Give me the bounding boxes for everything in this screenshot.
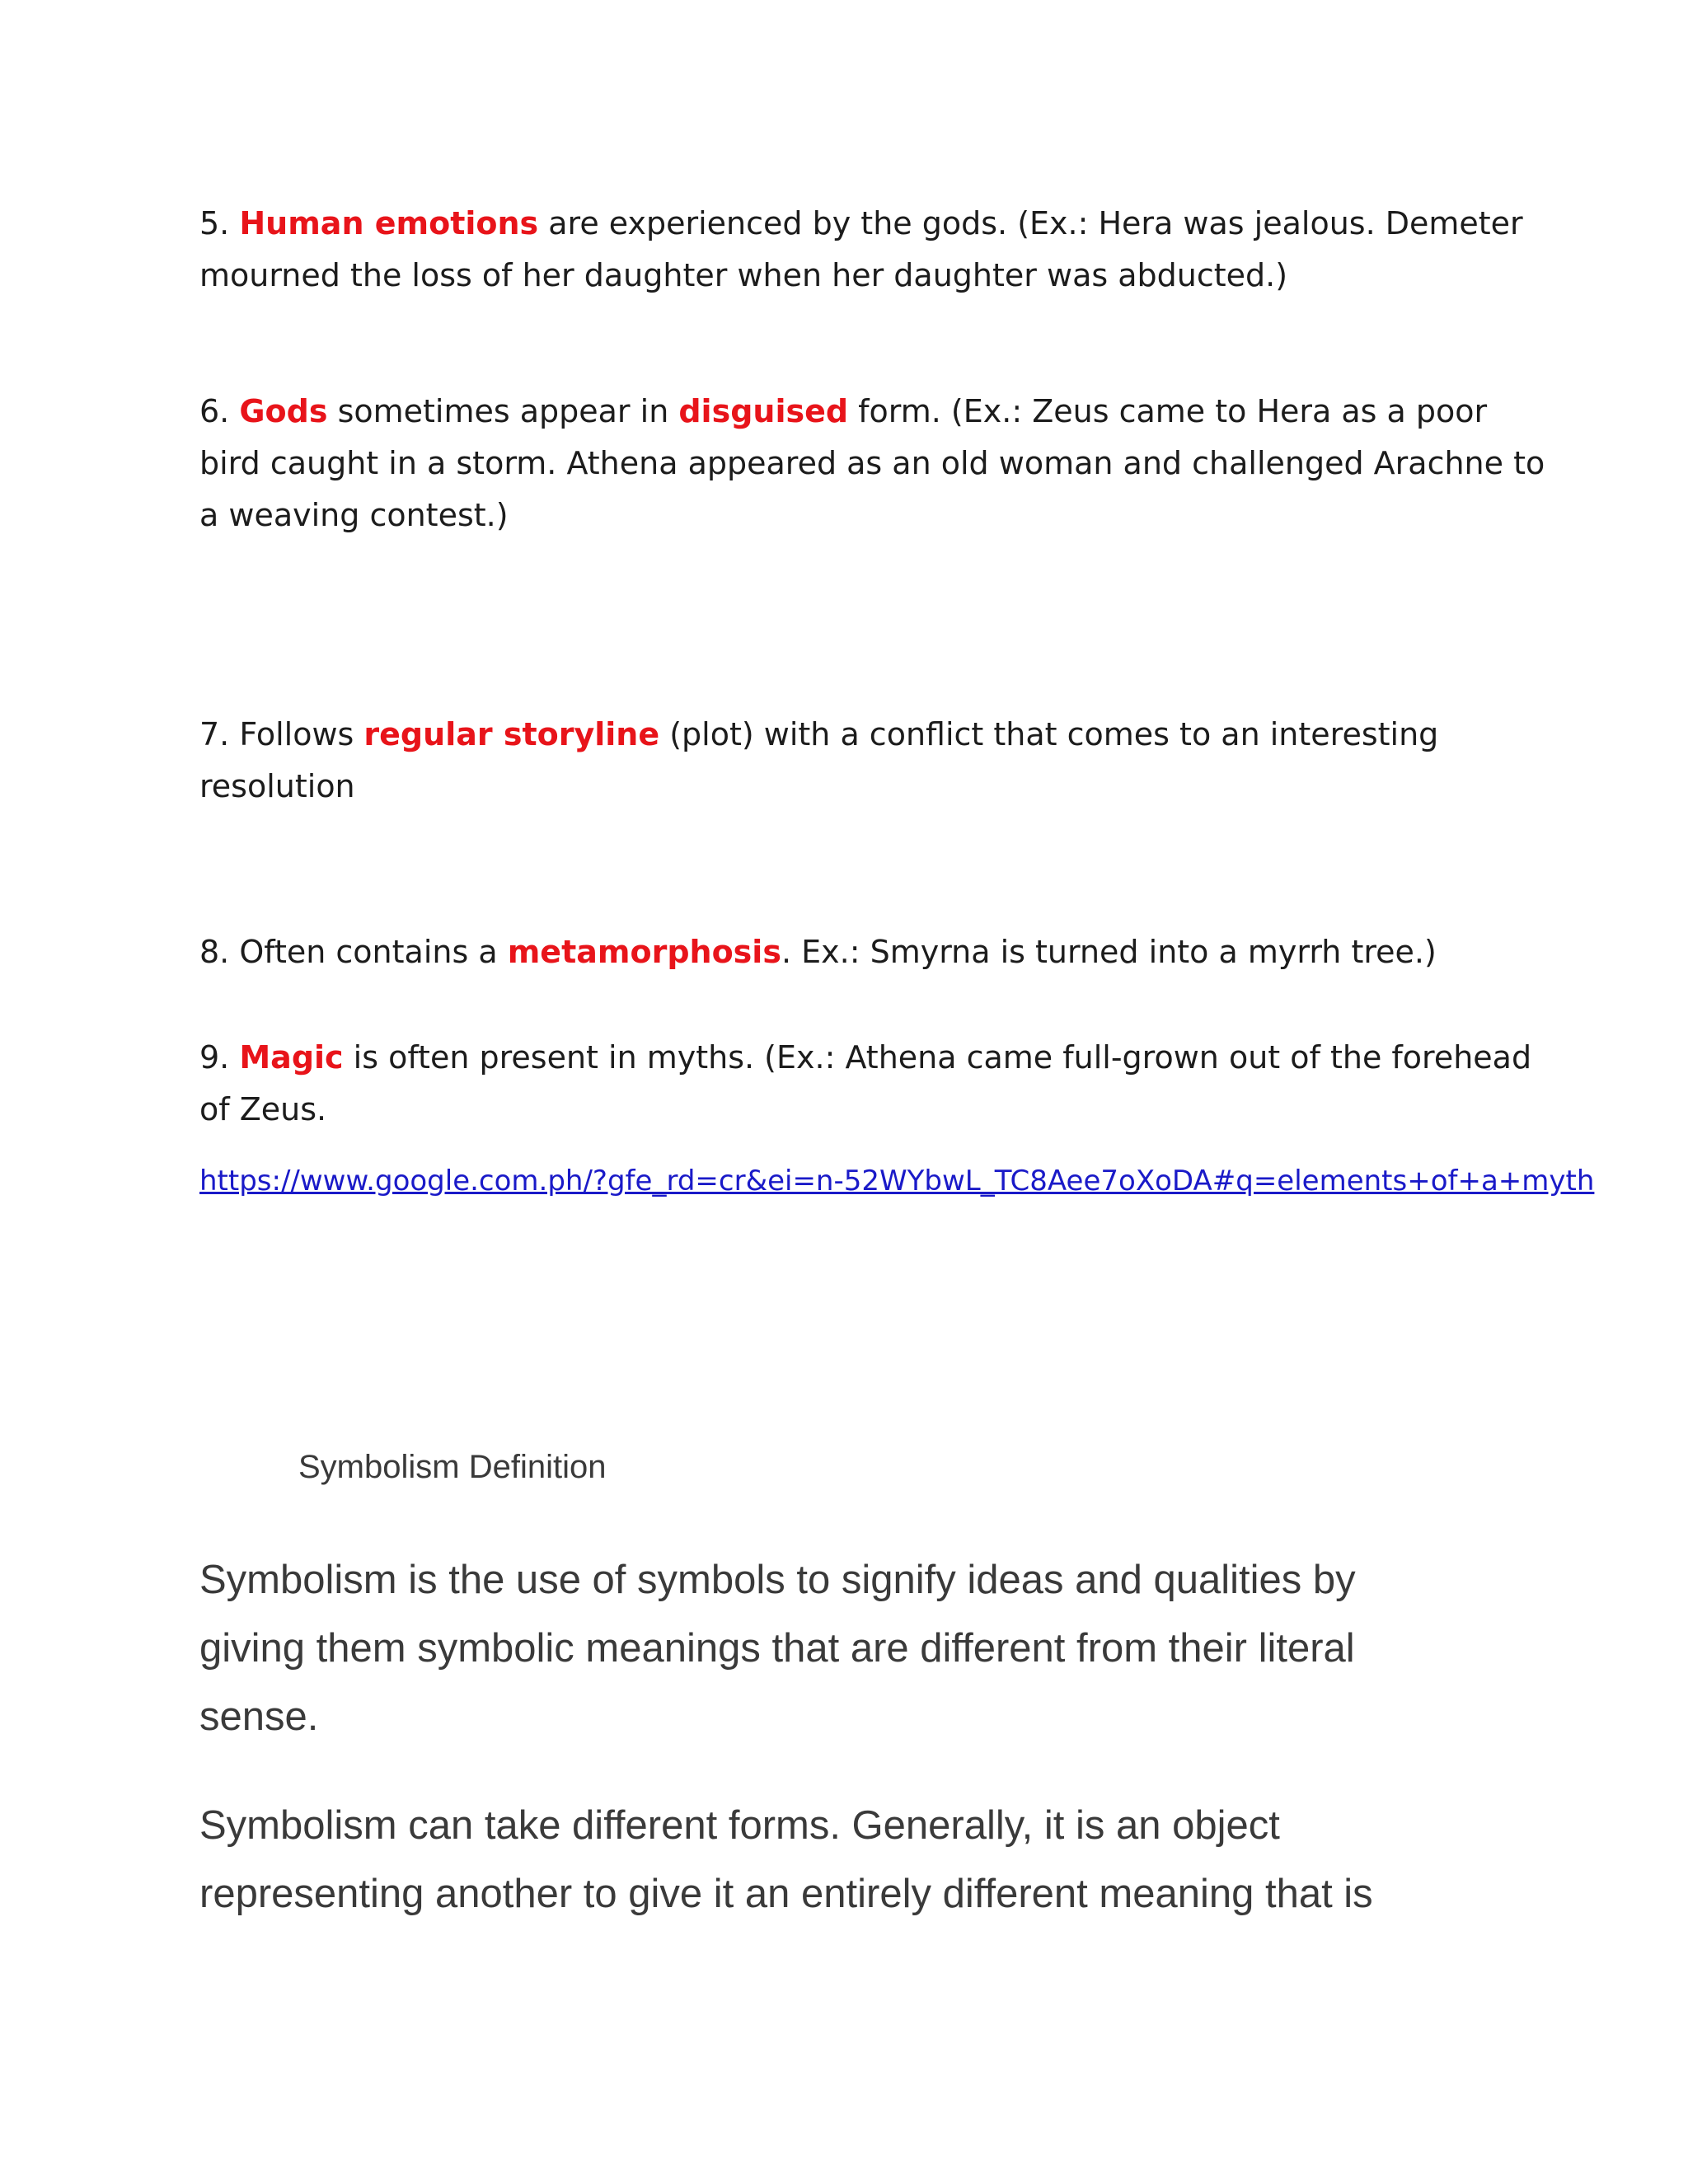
paragraph: Symbolism can take different forms. Generally, it is an object representing another to give it an entirely different meaning that is bbox=[199, 1803, 1373, 1916]
highlight-term: Magic bbox=[239, 1039, 344, 1076]
item-text: sometimes appear in bbox=[327, 393, 679, 429]
item-number: 5. bbox=[199, 205, 230, 241]
highlight-term: Human emotions bbox=[239, 205, 539, 241]
paragraph: Symbolism is the use of symbols to signify ideas and qualities by giving them symbolic meanings that are different from their literal sense. bbox=[199, 1558, 1356, 1739]
item-text: Follows bbox=[229, 716, 364, 752]
item-text: Often contains a bbox=[229, 934, 508, 970]
section-heading: Symbolism Definition bbox=[298, 1449, 607, 1485]
item-text: are experienced by the gods. (Ex.: Hera was jealous. Demeter mourned the loss of her daughter when her daughter was abducted.) bbox=[199, 205, 1523, 293]
list-item-5 bbox=[199, 198, 1551, 302]
item-number: 9. bbox=[199, 1039, 230, 1076]
highlight-term: Gods bbox=[239, 393, 328, 429]
item-text: is often present in myths. (Ex.: Athena came full-grown out of the forehead of Zeus. bbox=[199, 1039, 1532, 1127]
item-text: (plot) with a conflict that comes to an interesting resolution bbox=[199, 716, 1439, 804]
item-number: 8. bbox=[199, 934, 230, 970]
highlight-term: regular storyline bbox=[363, 716, 660, 752]
item-number: 7. bbox=[199, 716, 230, 752]
list-item-9 bbox=[199, 1032, 1551, 1136]
list-item-6 bbox=[199, 386, 1551, 541]
list-item-8 bbox=[199, 926, 1551, 978]
item-text: form. (Ex.: Zeus came to Hera as a poor bird caught in a storm. Athena appeared as an old woman and challenged Arachne to a weaving contest.) bbox=[199, 393, 1545, 533]
source-link[interactable]: https://www.google.com.ph/?gfe_rd=cr&ei=n-52WYbwL_TC8Aee7oXoDA#q=elements+of+a+myth bbox=[199, 1165, 1595, 1197]
highlight-term: metamorphosis bbox=[507, 934, 781, 970]
list-item-7 bbox=[199, 709, 1551, 813]
highlight-term: disguised bbox=[678, 393, 849, 429]
item-number: 6. bbox=[199, 393, 230, 429]
item-text: . Ex.: Smyrna is turned into a myrrh tree.) bbox=[781, 934, 1437, 970]
